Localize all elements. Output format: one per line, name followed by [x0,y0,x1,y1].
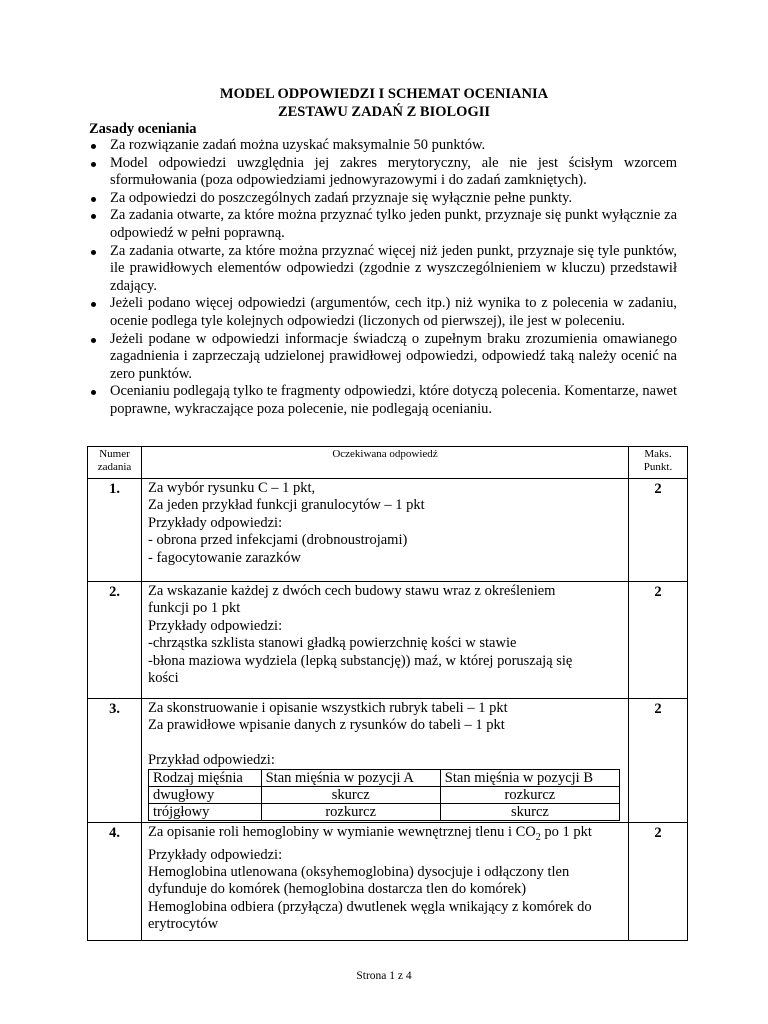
rule-item [89,331,677,384]
answer-line: -chrząstka szklista stanowi gładką powierzchnię kości w stawie [148,635,517,652]
rule-text: Za odpowiedzi do poszczególnych zadań przyznaje się wyłącznie pełne punkty. [110,189,573,206]
answer-line: Za wskazanie każdej z dwóch cech budowy stawu wraz z określeniem [148,583,556,599]
rule-item [89,137,677,155]
task-number: 2. [88,582,142,699]
max-points: 2 [629,823,688,941]
header-expected-answer: Oczekiwana odpowiedź [142,447,629,479]
table-row [88,479,688,582]
rule-item [89,243,677,296]
inner-header-cell: Stan mięśnia w pozycji A [261,770,440,787]
max-points: 2 [629,479,688,582]
expected-answer [142,582,629,699]
rule-text: Jeżeli podane w odpowiedzi informacje świadczą o zupełnym braku zrozumienia omawianego zagadnienia i zaprzeczają udzielonej prawidłowej odpowiedzi, odpowiedź taką należy ocenić na zero punktów. [110,330,677,382]
inner-cell: trójgłowy [149,804,262,821]
answer-line: Hemoglobina odbiera (przyłącza) dwutlenek węgla wnikający z komórek do [148,898,592,915]
rule-text: Model odpowiedzi uwzględnia jej zakres merytoryczny, ale nie jest ścisłym wzorcem sformułowania (poza odpowiedziami jednowyrazowymi i do zadań zamkniętych). [110,154,677,189]
answer-line: Za skonstruowanie i opisanie wszystkich rubryk tabeli – 1 pkt [148,700,508,716]
table-row [88,582,688,699]
answer-line: kości [148,670,179,687]
answer-line: - fagocytowanie zarazków [148,549,301,566]
answer-line [148,824,622,846]
answer-line: Za prawidłowe wpisanie danych z rysunków do tabeli – 1 pkt [148,717,505,734]
header-text: Punkt. [643,461,673,473]
bullet-icon [91,250,96,255]
inner-header-cell: Stan mięśnia w pozycji B [440,770,619,787]
answer-line: Za wybór rysunku C – 1 pkt, [148,480,316,496]
header-task-number [88,447,142,479]
inner-table-row [149,787,620,804]
rule-item [89,207,677,242]
header-text: Maks. [644,448,672,460]
bullet-icon [91,302,96,307]
answer-line: - obrona przed infekcjami (drobnoustrojami) [148,532,408,549]
expected-answer [142,699,629,823]
bullet-icon [91,214,96,219]
task-number: 4. [88,823,142,941]
rule-item [89,190,677,208]
blank-line [148,735,622,752]
max-points: 2 [629,582,688,699]
bullet-icon [91,390,96,395]
header-text: zadania [97,461,132,473]
answer-key-table [87,446,688,941]
header-text: Numer [99,448,130,460]
table-row [88,699,688,823]
answer-line: -błona maziowa wydziela (lepką substancję)) maź, w której poruszają się [148,652,573,669]
subscript: 2 [535,832,541,844]
rule-text: Za rozwiązanie zadań można uzyskać maksymalnie 50 punktów. [110,137,486,153]
example-label: Przykład odpowiedzi: [148,751,275,768]
rule-text: Za zadania otwarte, za które można przyznać tylko jeden punkt, przyznaje się punkt wyłącznie za odpowiedź w pełni poprawną. [110,207,677,241]
inner-table-row [149,804,620,821]
answer-line: dyfunduje do komórek (hemoglobina dostarcza tlen do komórek) [148,881,527,898]
inner-cell: rozkurcz [261,804,440,821]
bullet-icon [91,338,96,343]
task-number: 3. [88,699,142,823]
rule-item [89,383,677,418]
max-points: 2 [629,699,688,823]
inner-cell: rozkurcz [440,787,619,804]
muscle-state-table [148,769,620,821]
rule-text: Jeżeli podano więcej odpowiedzi (argumentów, cech itp.) niż wynika to z polecenia w zadaniu, ocenie podlega tyle kolejnych odpowiedzi (liczonych od pierwszej), ile jest w poleceniu. [110,295,677,329]
header-max-points [629,447,688,479]
answer-line: funkcji po 1 pkt [148,600,241,617]
answer-line: Hemoglobina utlenowana (oksyhemoglobina) dysocjuje i odłączony tlen [148,863,570,880]
rules-list [89,137,677,419]
inner-header-row [149,770,620,787]
answer-line: Przykłady odpowiedzi: [148,846,283,863]
expected-answer [142,479,629,582]
table-row [88,823,688,941]
answer-line: erytrocytów [148,916,219,933]
page-number: Strona 1 z 4 [356,970,412,982]
answer-line: Za jeden przykład funkcji granulocytów – 1 pkt [148,497,425,514]
task-number: 1. [88,479,142,582]
answer-text: po 1 pkt [540,824,592,841]
rule-text: Ocenianiu podlegają tylko te fragmenty odpowiedzi, które dotyczą polecenia. Komentarze, nawet poprawne, wykraczające poza polecenie, nie podlegają ocenianiu. [110,383,677,417]
bullet-icon [91,162,96,167]
rule-item [89,155,677,190]
inner-cell: skurcz [440,804,619,821]
answer-line: Przykłady odpowiedzi: [148,514,283,531]
answer-text: Za opisanie roli hemoglobiny w wymianie wewnętrznej tlenu i CO [148,824,536,841]
rule-text: Za zadania otwarte, za które można przyznać więcej niż jeden punkt, przyznaje się tyle punktów, ile prawidłowych elementów odpowiedzi (zgodnie z wyszczególnieniem w kluczu) przedstawił zdający. [110,242,677,294]
document-title-line2: ZESTAWU ZADAŃ Z BIOLOGII [277,104,491,120]
rule-item [89,295,677,330]
inner-cell: skurcz [261,787,440,804]
bullet-icon [91,197,96,202]
inner-cell: dwugłowy [149,787,262,804]
table-header-row [88,447,688,479]
document-title-line1: MODEL ODPOWIEDZI I SCHEMAT OCENIANIA [219,86,549,102]
rules-heading: Zasady oceniania [89,121,197,137]
bullet-icon [91,144,96,149]
expected-answer [142,823,629,941]
answer-line: Przykłady odpowiedzi: [148,617,283,634]
inner-header-cell: Rodzaj mięśnia [149,770,262,787]
